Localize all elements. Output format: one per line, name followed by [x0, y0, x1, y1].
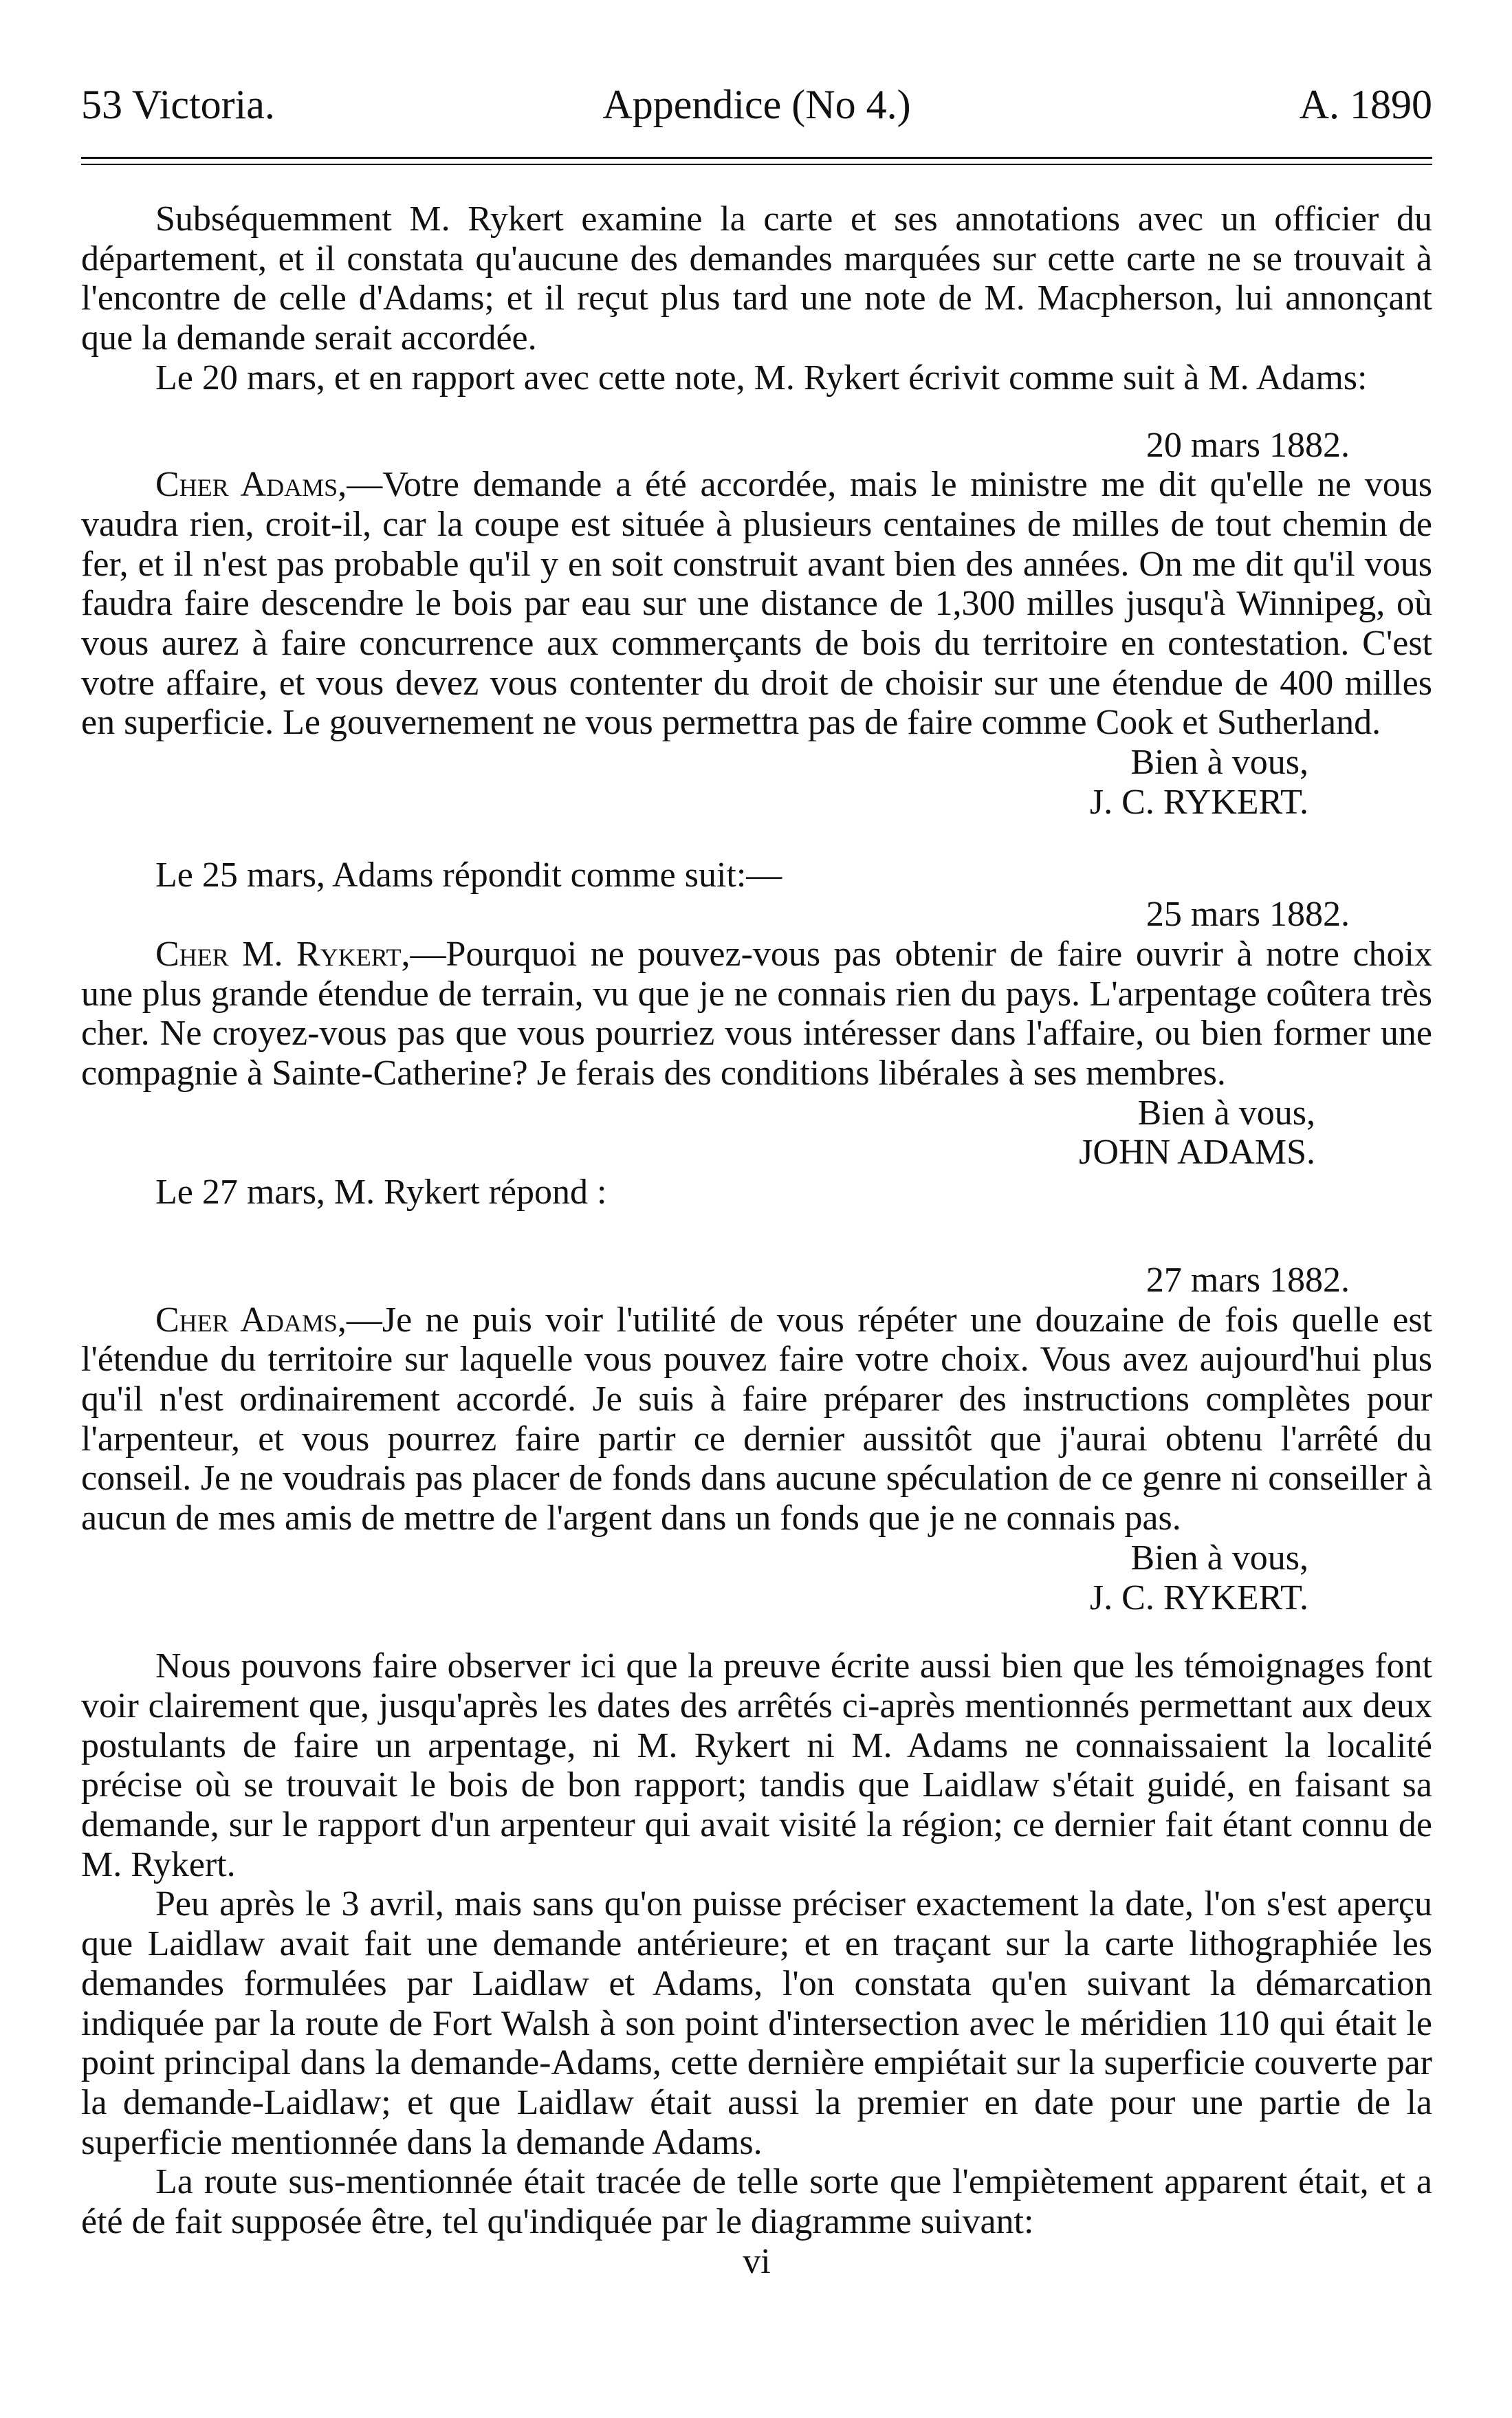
- letter3-closing: Bien à vous,: [1130, 1538, 1308, 1578]
- header-rule-bottom: [81, 164, 1432, 165]
- page-folio: vi: [743, 2241, 771, 2281]
- paragraph-observation: Nous pouvons faire observer ici que la preuve écrite aussi bien que les témoignages font voir clairement que, jusqu'après les dates des arrêtés ci-après mentionnés permettant aux deux postulants de faire un arpentage, ni M. Rykert ni M. Adams ne connaissaient la localité précise où se trouvait le bois de bon rapport; tandis que Laidlaw s'était guidé, en faisant sa demande, sur le rapport d'un arpenteur qui avait visité la région; ce dernier fait étant connu de M. Rykert.: [81, 1646, 1432, 1884]
- letter3-intro: Le 27 mars, M. Rykert répond :: [155, 1173, 607, 1212]
- paragraph-laidlaw-prior: Peu après le 3 avril, mais sans qu'on puisse préciser exactement la date, l'on s'est aperçu que Laidlaw avait fait une demande antérieure; et en traçant sur la carte lithographiée les demandes formulées par Laidlaw et Adams, l'on constata qu'en suivant la démarcation indiquée par la route de Fort Walsh à son point d'intersection avec le méridien 110 qui était le point principal dans la demande-Adams, cette dernière empiétait sur la superficie couverte par la demande-Laidlaw; et que Laidlaw était aussi la premier en date pour une partie de la superficie mentionnée dans la demande Adams.: [81, 1884, 1432, 2162]
- paragraph-letter-intro: Le 20 mars, et en rapport avec cette note, M. Rykert écrivit comme suit à M. Adams:: [155, 358, 1368, 397]
- letter2-intro: Le 25 mars, Adams répondit comme suit:—: [155, 855, 782, 895]
- letter1-text: —Votre demande a été accordée, mais le ministre me dit qu'elle ne vous vaudra rien, croit-il, car la coupe est située à plusieurs centaines de milles de tout chemin de fer, et il n'est pas probable qu'il y en soit construit avant bien des années. On me dit qu'il vous faudra faire descendre le bois par eau sur une distance de 1,300 milles jusqu'à Winnipeg, où vous aurez à faire concurrence aux commerçants de bois du territoire en contestation. C'est votre affaire, et vous devez vous contenter du droit de choisir sur une étendue de 400 milles en superficie. Le gouvernement ne vous permettra pas de faire comme Cook et Sutherland.: [81, 465, 1432, 743]
- paragraph-examination: Subséquemment M. Rykert examine la carte et ses annotations avec un officier du département, et il constata qu'aucune des demandes marquées sur cette carte ne se trouvait à l'encontre de celle d'Adams; et il reçut plus tard une note de M. Macpherson, lui annonçant que la demande serait accordée.: [81, 199, 1432, 358]
- letter1-date: 20 mars 1882.: [1146, 425, 1350, 465]
- header-session: 53 Victoria.: [81, 82, 275, 127]
- letter3-salutation: Cher Adams,: [155, 1300, 347, 1340]
- letter3-signature: J. C. RYKERT.: [1089, 1578, 1308, 1618]
- letter1-salutation: Cher Adams,: [155, 465, 347, 505]
- letter3-date: 27 mars 1882.: [1146, 1260, 1350, 1300]
- header-year: A. 1890: [1299, 82, 1432, 127]
- header-rule-top: [81, 157, 1432, 159]
- letter3-body: [81, 1300, 1432, 1538]
- running-header: [81, 81, 1432, 136]
- paragraph-diagram-intro: La route sus-mentionnée était tracée de telle sorte que l'empiètement apparent était, et a été de fait supposée être, tel qu'indiquée par le diagramme suivant:: [81, 2162, 1432, 2242]
- letter1-signature: J. C. RYKERT.: [1089, 782, 1308, 822]
- body-text: [81, 199, 1432, 2281]
- letter3-text: —Je ne puis voir l'utilité de vous répéter une douzaine de fois quelle est l'étendue du territoire sur laquelle vous pouvez faire votre choix. Vous avez aujourd'hui plus qu'il n'est ordinairement accordé. Je suis à faire préparer des instructions complètes pour l'arpenteur, et vous pourrez faire partir ce dernier aussitôt que j'aurai obtenu l'arrêté du conseil. Je ne voudrais pas placer de fonds dans aucune spéculation de ce genre ni conseiller à aucun de mes amis de mettre de l'argent dans un fonds que je ne connais pas.: [81, 1300, 1433, 1538]
- letter2-salutation: Cher M. Rykert,: [155, 934, 410, 974]
- letter2-body: [81, 935, 1432, 1093]
- letter1-body: [81, 465, 1432, 743]
- letter2-text: —Pourquoi ne pouvez-vous pas obtenir de faire ouvrir à notre choix une plus grande étendue de terrain, vu que je ne connais rien du pays. L'arpentage coûtera très cher. Ne croyez-vous pas que vous pourriez vous intéresser dans l'affaire, ou bien former une compagnie à Sainte-Catherine? Je ferais des conditions libérales à ses membres.: [81, 934, 1433, 1093]
- letter1-closing: Bien à vous,: [1130, 743, 1308, 783]
- header-appendix: Appendice (No 4.): [602, 82, 911, 127]
- letter2-closing: Bien à vous,: [1137, 1093, 1315, 1133]
- letter2-signature: JOHN ADAMS.: [1079, 1133, 1315, 1173]
- letter2-date: 25 mars 1882.: [1146, 895, 1350, 935]
